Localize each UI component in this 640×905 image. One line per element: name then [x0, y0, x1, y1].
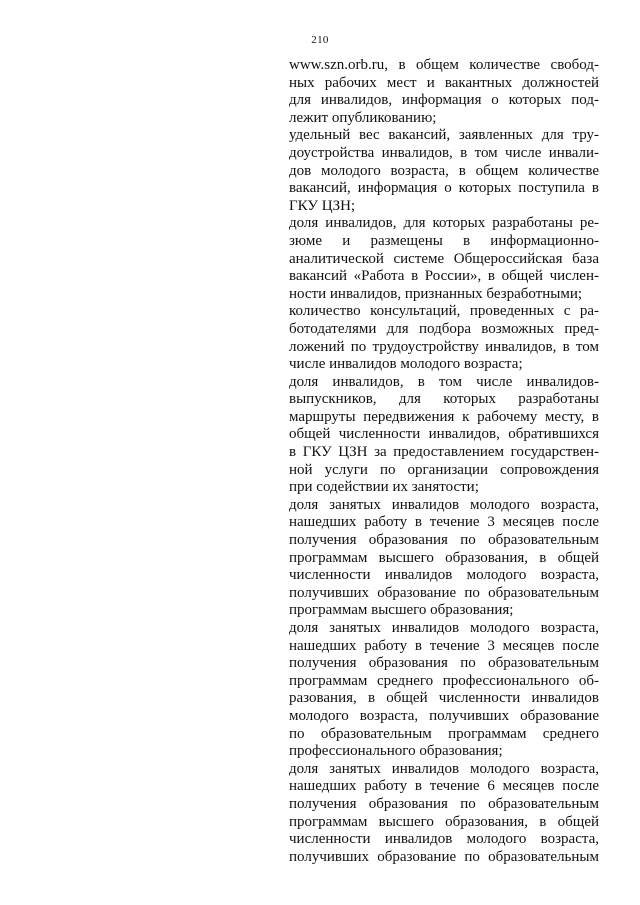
text-line: доля инвалидов, в том числе инвалидов-: [289, 373, 599, 390]
document-body: [289, 57, 599, 866]
page-number: 210: [311, 34, 329, 46]
text-line: ных рабочих мест и вакантных должностей: [289, 74, 599, 91]
text-line: числе инвалидов молодого возраста;: [289, 356, 523, 373]
text-line: получения образования по образовательным: [289, 655, 599, 672]
text-line: ности инвалидов, признанных безработными;: [289, 285, 583, 302]
text-line: получивших образование по образовательным: [289, 584, 599, 601]
paragraph: [289, 761, 599, 867]
text-line: ГКУ ЦЗН;: [289, 197, 356, 214]
text-line: по образовательным программам среднего: [289, 725, 599, 742]
paragraph: [289, 620, 599, 761]
text-line: молодого возраста, получивших образование: [289, 707, 599, 724]
text-line: нашедших работу в течение 3 месяцев после: [289, 637, 599, 654]
text-line: общей численности инвалидов, обратившихся: [289, 426, 599, 443]
text-line: аналитической системе Общероссийская база: [289, 250, 599, 267]
text-line: дов молодого возраста, в общем количестве: [289, 162, 599, 179]
paragraph: [289, 57, 599, 127]
text-line: ботодателями для подбора возможных пред-: [289, 320, 599, 337]
text-line: профессионального образования;: [289, 743, 503, 760]
paragraph: [289, 497, 599, 620]
text-line: доустройства инвалидов, в том числе инвали-: [289, 144, 599, 161]
text-line: в ГКУ ЦЗН за предоставлением государствен-: [289, 444, 599, 461]
text-line: получения образования по образовательным: [289, 795, 599, 812]
text-line: программам высшего образования;: [289, 602, 514, 619]
text-line: доля занятых инвалидов молодого возраста,: [289, 620, 599, 636]
text-line: удельный вес вакансий, заявленных для тру-: [289, 127, 599, 144]
text-line: лежит опубликованию;: [289, 109, 437, 126]
text-line: доля занятых инвалидов молодого возраста,: [289, 760, 599, 777]
text-line: ложений по трудоустройству инвалидов, в том: [289, 338, 599, 355]
text-line: программам высшего образования, в общей: [289, 813, 599, 830]
text-line: вакансий, информация о которых поступила в: [289, 180, 599, 197]
paragraph: [289, 215, 599, 303]
text-line: численности инвалидов молодого возраста,: [289, 831, 599, 848]
text-line: получивших образование по образовательным: [289, 848, 599, 865]
text-line: разования, в общей численности инвалидов: [289, 690, 599, 707]
text-line: ной услуги по организации сопровождения: [289, 461, 599, 478]
text-line: получения образования по образовательным: [289, 532, 599, 549]
text-line: нашедших работу в течение 3 месяцев после: [289, 514, 599, 531]
paragraph: [289, 303, 599, 373]
text-line: численности инвалидов молодого возраста,: [289, 567, 599, 584]
text-line: выпускников, для которых разработаны: [289, 391, 599, 408]
paragraph: [289, 127, 599, 215]
text-line: доля инвалидов, для которых разработаны ре-: [289, 215, 599, 232]
text-line: доля занятых инвалидов молодого возраста,: [289, 496, 599, 513]
text-line: маршруты передвижения к рабочему месту, в: [289, 408, 599, 425]
text-line: программам высшего образования, в общей: [289, 549, 599, 566]
text-line: зюме и размещены в информационно-: [289, 232, 599, 249]
text-line: программам среднего профессионального об-: [289, 672, 599, 689]
text-line: www.szn.orb.ru, в общем количестве свобод-: [289, 57, 599, 73]
text-line: вакансий «Работа в России», в общей числен-: [289, 268, 599, 285]
paragraph: [289, 374, 599, 497]
text-line: количество консультаций, проведенных с ра-: [289, 303, 599, 320]
text-line: нашедших работу в течение 6 месяцев после: [289, 778, 599, 795]
text-line: для инвалидов, информация о которых под-: [289, 92, 599, 109]
text-line: при содействии их занятости;: [289, 479, 479, 496]
